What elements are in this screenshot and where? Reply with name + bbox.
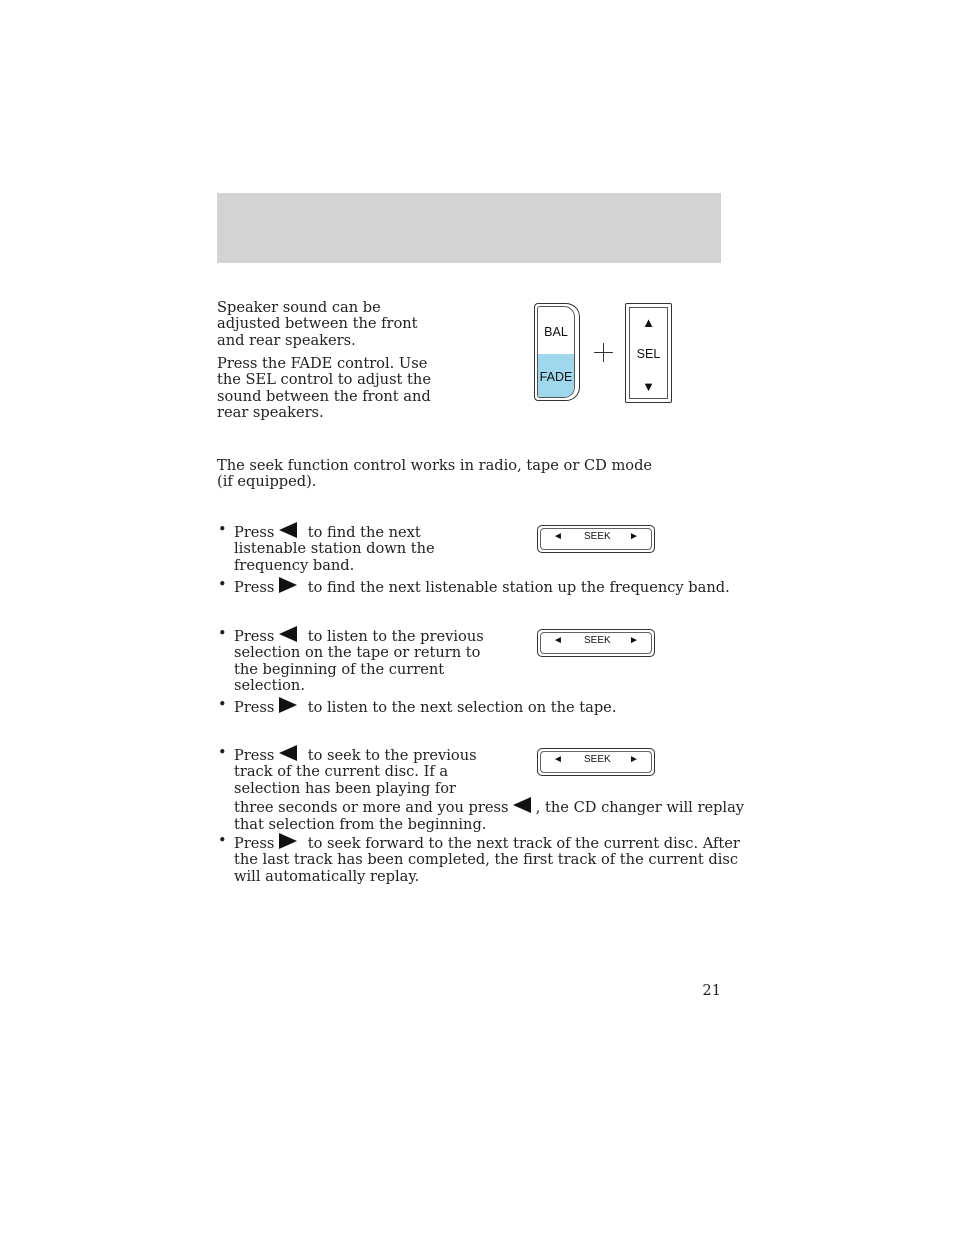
text-line: to find the next listenable station up the frequency band.	[307, 579, 730, 596]
seek-control-cd[interactable]	[537, 748, 655, 776]
text-line: to find the next	[307, 524, 421, 541]
text-line: the last track has been completed, the first track of the current disc	[234, 851, 739, 869]
seek-right-icon	[279, 577, 297, 593]
up-arrow-icon: ▲	[642, 315, 655, 330]
bal-fade-control[interactable]	[534, 303, 580, 401]
intro-paragraph-2: Press the FADE control. Use the SEL control to adjust the sound between the front and rear speakers.	[217, 355, 431, 422]
seek-label: SEEK	[584, 635, 611, 646]
text-line: to listen to the previous	[307, 628, 484, 645]
tape-bullet-2	[234, 697, 724, 716]
press-text: Press	[234, 579, 275, 596]
sel-control[interactable]	[625, 303, 672, 403]
seek-right-arrow-icon[interactable]: ►	[629, 531, 639, 542]
press-text: Press	[234, 628, 275, 645]
radio-bullet-2	[234, 577, 730, 596]
text-line: to seek forward to the next track of the current disc. After	[307, 835, 740, 852]
text-line: three seconds or more and you press	[234, 799, 509, 817]
seek-right-icon	[279, 697, 297, 713]
text-line: , the CD changer will replay	[535, 799, 745, 817]
bullet: •	[218, 576, 227, 593]
press-text: Press	[234, 524, 275, 541]
seek-right-arrow-icon[interactable]: ►	[629, 754, 639, 765]
seek-control-radio[interactable]	[537, 525, 655, 553]
plus-icon	[594, 343, 613, 362]
press-text: Press	[234, 699, 275, 716]
text-line: listenable station down the	[234, 540, 435, 558]
seek-left-arrow-icon[interactable]: ◄	[553, 754, 563, 765]
text-line: to seek to the previous	[307, 747, 477, 764]
bullet: •	[218, 521, 227, 538]
seek-label: SEEK	[584, 531, 611, 542]
seek-left-arrow-icon[interactable]: ◄	[553, 531, 563, 542]
sel-label: SEL	[636, 347, 661, 361]
fade-label: FADE	[539, 370, 573, 384]
seek-control-tape[interactable]	[537, 629, 655, 657]
page-number: 21	[702, 982, 721, 999]
bullet: •	[218, 625, 227, 642]
seek-left-icon	[513, 797, 531, 813]
seek-right-arrow-icon[interactable]: ►	[629, 635, 639, 646]
text-line: selection has been playing for	[234, 779, 457, 797]
text-line: to listen to the next selection on the tape.	[307, 699, 617, 716]
press-text: Press	[234, 747, 275, 764]
seek-intro: The seek function control works in radio, tape or CD mode (if equipped).	[217, 457, 653, 491]
cd-bullet-2	[234, 833, 740, 885]
seek-right-icon	[279, 833, 297, 849]
radio-bullet-1	[234, 522, 514, 574]
down-arrow-icon: ▼	[642, 379, 655, 394]
text-line: will automatically replay.	[234, 867, 420, 885]
seek-left-icon	[279, 522, 297, 538]
seek-left-icon	[279, 745, 297, 761]
text-line: the beginning of the current	[234, 660, 445, 678]
text-line: frequency band.	[234, 556, 355, 574]
text-line: that selection from the beginning.	[234, 815, 487, 833]
seek-left-icon	[279, 626, 297, 642]
bal-label: BAL	[544, 325, 568, 339]
bullet: •	[218, 744, 227, 761]
section-header-bar	[217, 193, 721, 263]
bullet: •	[218, 696, 227, 713]
bullet: •	[218, 832, 227, 849]
tape-bullet-1	[234, 626, 524, 695]
seek-label: SEEK	[584, 754, 611, 765]
press-text: Press	[234, 835, 275, 852]
seek-left-arrow-icon[interactable]: ◄	[553, 635, 563, 646]
text-line: selection.	[234, 677, 305, 695]
intro-paragraph-1: Speaker sound can be adjusted between the front and rear speakers.	[217, 299, 418, 349]
text-line: selection on the tape or return to	[234, 644, 481, 662]
text-line: track of the current disc. If a	[234, 763, 449, 781]
